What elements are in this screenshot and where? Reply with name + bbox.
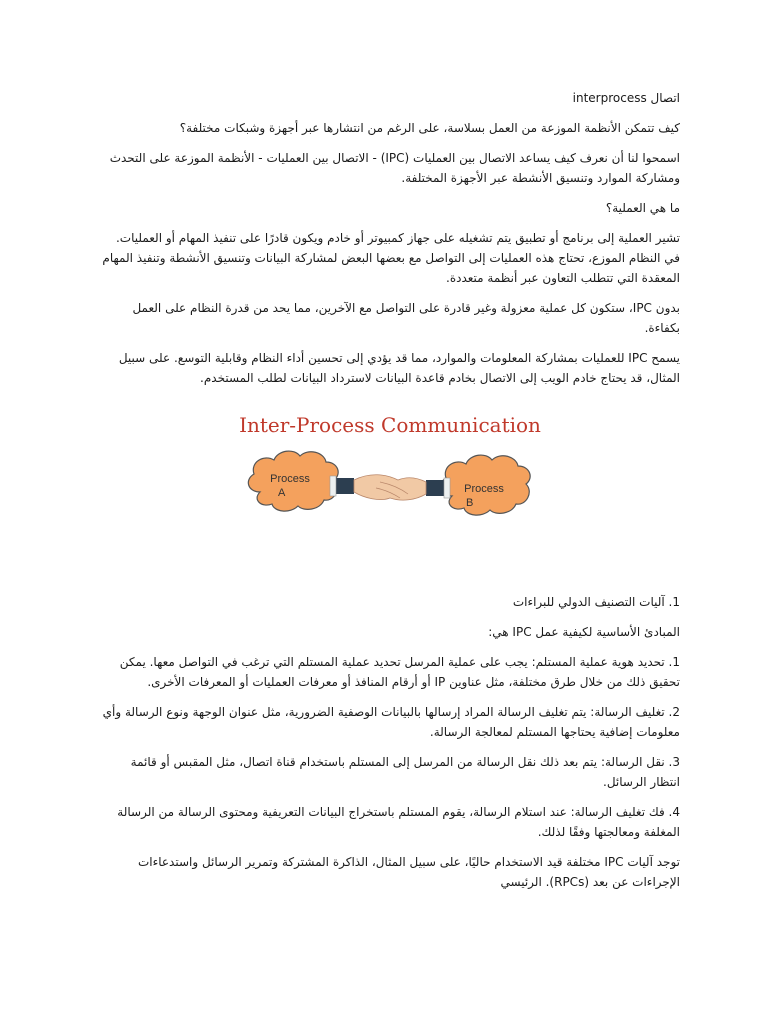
intro-paragraph: اسمحوا لنا أن نعرف كيف يساعد الاتصال بين العمليات (IPC) - الاتصال بين العمليات - الأنظمة الموزعة على التحدث ومشاركة الموارد وتنسيق الأنشطة عبر الأجهزة المختلفة.	[109, 151, 680, 185]
ipc-allows-paragraph: يسمح IPC للعمليات بمشاركة المعلومات والموارد، مما قد يؤدي إلى تحسين أداء النظام وقابلية التوسع. على سبيل المثال، قد يحتاج خادم الويب إلى الاتصال بخادم قاعدة البيانات لاسترداد البيانات لطلب المستخدم.	[118, 351, 680, 385]
process-b-letter: B	[466, 497, 474, 509]
process-a-letter: A	[278, 487, 286, 499]
what-is-heading: ما هي العملية؟	[605, 201, 680, 215]
process-a-label: Process	[270, 473, 310, 485]
principles-list	[100, 652, 680, 842]
diagram-title: Inter-Process Communication	[239, 413, 541, 437]
list-item: 2. تغليف الرسالة: يتم تغليف الرسالة المراد إرسالها بالبيانات الوصفية الضرورية، مثل عنوان الوجهة ونوع الرسالة وأي معلومات إضافية يحتاجها المستلم لمعالجة الرسالة.	[102, 705, 680, 739]
ipc-diagram	[230, 410, 550, 550]
section-heading-1: 1. آليات التصنيف الدولي للبراءات	[512, 595, 680, 609]
without-ipc-paragraph: بدون IPC، ستكون كل عملية معزولة وغير قادرة على التواصل مع الآخرين، مما يحد من قدرة النظام على العمل بكفاءة.	[132, 301, 680, 335]
process-b-label: Process	[464, 483, 504, 495]
process-b-cloud	[440, 455, 530, 515]
list-item: 1. تحديد هوية عملية المستلم: يجب على عملية المرسل تحديد عملية المستلم التي ترغب في التواصل معها. يمكن تحقيق ذلك من خلال طرق مختلفة، مثل عناوين IP أو أرقام المنافذ أو معرفات العمليات أو المعرفات الأخرى.	[119, 655, 680, 689]
process-a-cloud	[248, 451, 338, 511]
list-item: 4. فك تغليف الرسالة: عند استلام الرسالة، يقوم المستلم باستخراج البيانات التعريفية ومحتوى الرسالة من الرسالة المغلفة ومعالجتها وفقًا لذلك.	[117, 805, 680, 839]
closing-paragraph: توجد آليات IPC مختلفة قيد الاستخدام حاليًا، على سبيل المثال، الذاكرة المشتركة وتمرير الرسائل واستدعاءات الإجراءات عن بعد (RPCs). الرئيسي	[137, 855, 680, 889]
document-title: اتصال interprocess	[572, 91, 680, 105]
document-body	[100, 88, 680, 902]
intro-question: كيف تتمكن الأنظمة الموزعة من العمل بسلاسة، على الرغم من انتشارها عبر أجهزة وشبكات مختلفة؟	[179, 121, 680, 135]
what-is-paragraph: تشير العملية إلى برنامج أو تطبيق يتم تشغيله على جهاز كمبيوتر أو خادم ويكون قادرًا على تنفيذ المهام أو العمليات. في النظام الموزع، تحتاج هذه العمليات إلى التواصل مع بعضها البعض لمشاركة البيانات وتنسيق الأنشطة وتنفيذ المهام المعقدة التي تتطلب التعاون عبر أنظمة متعددة.	[102, 231, 680, 285]
handshake-icon	[330, 475, 450, 500]
principles-intro: المبادئ الأساسية لكيفية عمل IPC هي:	[488, 625, 680, 639]
list-item: 3. نقل الرسالة: يتم بعد ذلك نقل الرسالة من المرسل إلى المستلم باستخدام قناة اتصال، مثل المقبس أو قائمة انتظار الرسائل.	[130, 755, 680, 789]
